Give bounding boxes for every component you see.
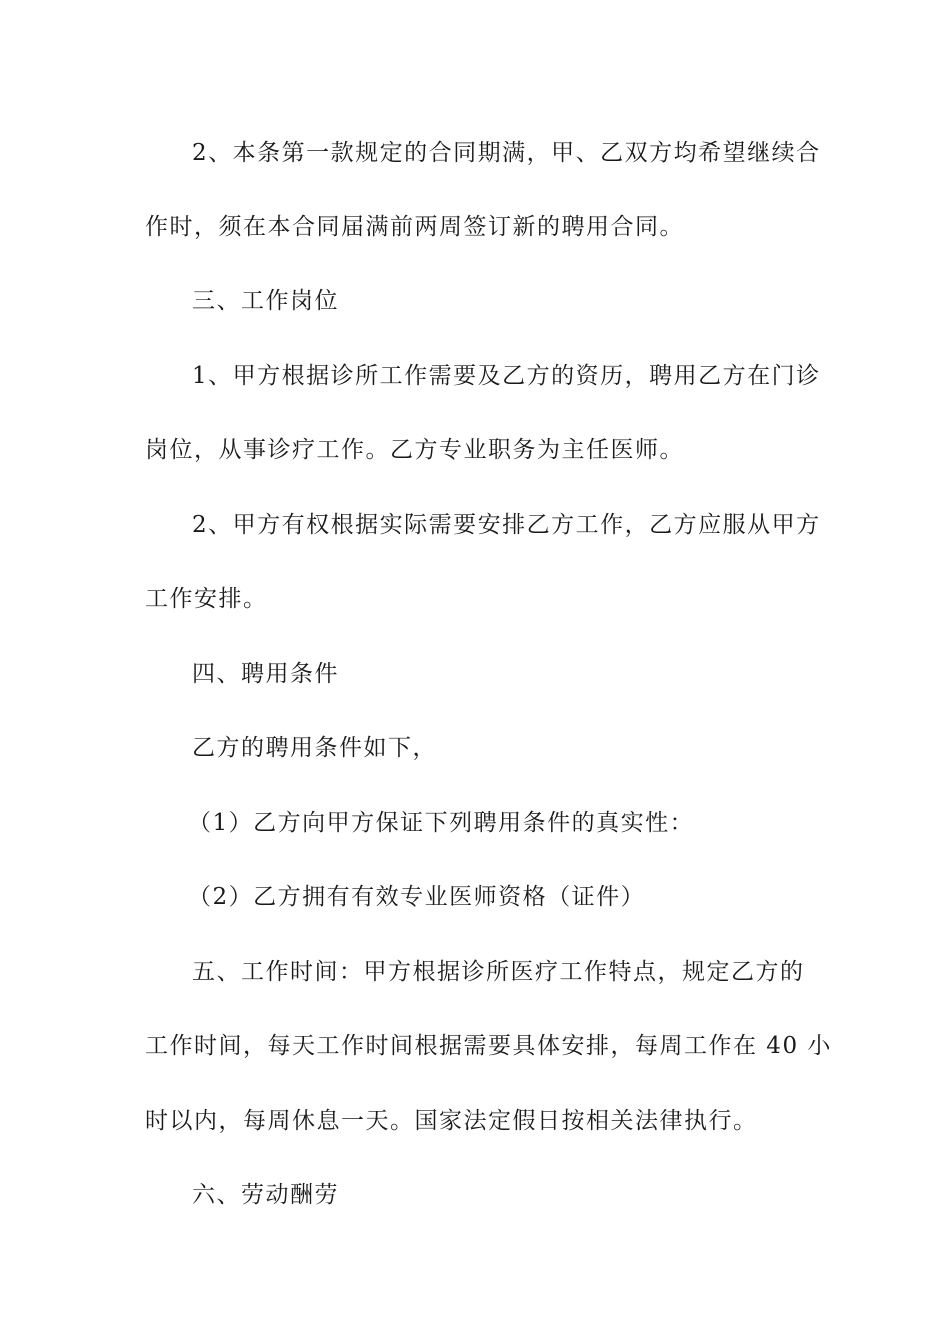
paragraph-line: 工作时间，每天工作时间根据需要具体安排，每周工作在 40 小 — [145, 1033, 832, 1059]
paragraph-line: 岗位，从事诊疗工作。乙方专业职务为主任医师。 — [145, 437, 684, 463]
section-heading: 六、劳动酬劳 — [192, 1182, 339, 1208]
paragraph-line: 2、甲方有权根据实际需要安排乙方工作，乙方应服从甲方 — [192, 512, 821, 538]
paragraph-line: 1、甲方根据诊所工作需要及乙方的资历，聘用乙方在门诊 — [192, 363, 821, 389]
paragraph-line: 工作安排。 — [145, 586, 268, 612]
paragraph-line: 乙方的聘用条件如下， — [192, 735, 437, 761]
paragraph-line: 2、本条第一款规定的合同期满，甲、乙双方均希望继续合 — [192, 140, 821, 166]
list-item: （2）乙方拥有有效专业医师资格（证件） — [188, 884, 646, 910]
list-item: （1）乙方向甲方保证下列聘用条件的真实性： — [188, 810, 695, 836]
section-heading: 五、工作时间：甲方根据诊所医疗工作特点，规定乙方的 — [192, 959, 805, 985]
paragraph-line: 时以内，每周休息一天。国家法定假日按相关法律执行。 — [145, 1108, 758, 1134]
paragraph-line: 作时，须在本合同届满前两周签订新的聘用合同。 — [145, 214, 684, 240]
section-heading: 三、工作岗位 — [192, 288, 339, 314]
section-heading: 四、聘用条件 — [192, 661, 339, 687]
